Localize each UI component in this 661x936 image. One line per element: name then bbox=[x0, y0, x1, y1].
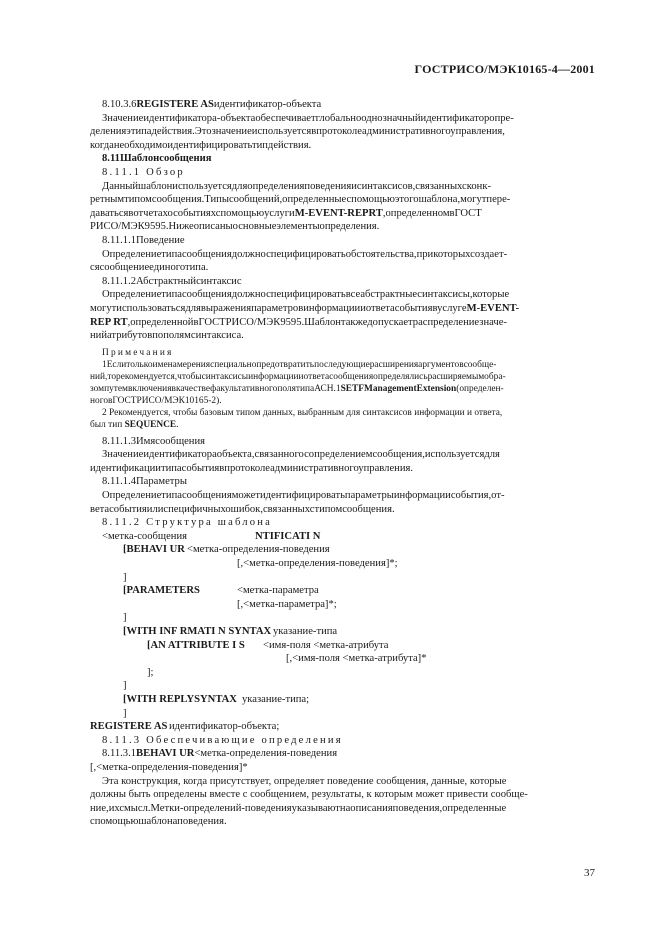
text-line bbox=[90, 419, 600, 431]
text-line bbox=[90, 815, 600, 829]
text-line bbox=[90, 516, 600, 530]
text-line bbox=[90, 248, 600, 262]
text-run: ,определеннойвГОСТРИСО/МЭК9595.Шаблонтакжедопускаетраспределениезначе- bbox=[127, 316, 507, 328]
template-keyword-behaviour: [BEHAVI UR bbox=[123, 544, 185, 556]
text-run: даватьсявотчетахособытияхспомощьюуслуги bbox=[90, 207, 295, 219]
text-run: Определениетипасообщениядолжноспецифицироватьобстоятельства,прикоторыхсоздает- bbox=[102, 248, 508, 260]
text-run: Примечания bbox=[102, 347, 174, 358]
text-run: ретнымтипомсообщения.Типысообщений,определенныеспомощьюэтогошаблона,могутпере- bbox=[90, 194, 511, 206]
text-run: ние,ихсмысл.Метки-определений-поведенияуказываютнаописанияповедения,определенные bbox=[90, 802, 507, 814]
text-run: 8.11.1.4Параметры bbox=[102, 476, 187, 488]
bold-term: SEQUENCE bbox=[124, 419, 177, 430]
text-run: идентификациитипасобытиявпротоколеадминистративногоуправления. bbox=[90, 462, 414, 474]
text-run: . bbox=[176, 419, 179, 430]
text-run: 1Еслитолькоименамеренияспециальнопредотвратитьпоследующиерасширенияаргументовсообще- bbox=[102, 359, 497, 370]
bold-term: REP RT bbox=[90, 316, 128, 328]
template-bracket: ] bbox=[123, 707, 127, 719]
text-line bbox=[90, 761, 600, 775]
text-line bbox=[90, 152, 600, 166]
bold-term: BEHAVI UR bbox=[136, 748, 195, 760]
text-line bbox=[90, 139, 600, 153]
text-run: (определен- bbox=[456, 383, 504, 394]
text-line bbox=[90, 475, 600, 489]
text-run: Значениеидентификатораобъекта,связанногосопределениемсообщения,используетсядля bbox=[102, 449, 500, 461]
text-run: 2 Рекомендуется, чтобы базовым типом данных, выбранным для синтаксисов информации и ответа, bbox=[102, 407, 503, 418]
text-line bbox=[90, 288, 600, 302]
text-run: Данныйшаблониспользуетсядляопределенияповеденияисинтаксисов,связанныхсконк- bbox=[102, 180, 491, 192]
text-line bbox=[90, 503, 600, 517]
text-line bbox=[90, 383, 600, 395]
text-run: Определениетипасообщениядолжноспецифицироватьвсеабстрактныесинтаксисы,которые bbox=[102, 289, 510, 301]
template-type-reference: указание-типа bbox=[273, 626, 338, 637]
text-line bbox=[90, 234, 600, 248]
template-keyword-with-reply-syntax: [WITH REPLYSYNTAX bbox=[123, 693, 237, 705]
text-line bbox=[90, 448, 600, 462]
text-run: могутиспользоватьсядлявыраженияпараметровинформациииответасобытиявуслуге bbox=[90, 302, 467, 314]
text-line bbox=[90, 302, 600, 316]
text-line bbox=[90, 166, 600, 180]
text-run: нийатрибутовпополямсинтаксиса. bbox=[90, 330, 244, 342]
text-line bbox=[90, 261, 600, 275]
text-line bbox=[90, 802, 600, 816]
template-parameter-label: <метка-параметра bbox=[237, 585, 319, 597]
text-run: должны быть определены вместе с сообщением, результаты, к которым может привести сообще- bbox=[90, 789, 528, 801]
template-bracket: ]; bbox=[147, 666, 154, 678]
template-parameter-repeat: [,<метка-параметра]*; bbox=[237, 598, 337, 610]
text-line bbox=[90, 359, 600, 371]
text-line bbox=[90, 180, 600, 194]
template-type-reference: указание-типа; bbox=[242, 693, 310, 705]
text-run: 8.11.3 Обеспечивающие определения bbox=[102, 734, 343, 746]
text-run: зомпутемвключениявкачествефакультативногополятипаАСН.1 bbox=[90, 383, 341, 394]
text-run: 8.11.3.1 bbox=[102, 748, 137, 760]
bold-term: M-EVENT- bbox=[466, 302, 520, 314]
text-run: ний,торекомендуется,чтобысинтаксисыинформациииответасообщенияопределялисьрасширяемымобра- bbox=[90, 371, 506, 382]
text-line bbox=[90, 407, 600, 419]
text-block-bottom bbox=[90, 734, 600, 829]
template-label-message: <метка-сообщения bbox=[102, 530, 187, 542]
text-line bbox=[90, 435, 600, 449]
template-bracket: ] bbox=[123, 571, 127, 583]
text-line bbox=[90, 98, 600, 112]
text-run: 8.10.3.6 bbox=[102, 99, 137, 110]
template-keyword-and-attribute-ids: [AN ATTRIBUTE I S bbox=[147, 639, 245, 651]
text-line bbox=[90, 329, 600, 343]
text-run: ,определенномвГОСТ bbox=[382, 207, 482, 219]
text-line bbox=[90, 316, 600, 330]
text-line bbox=[90, 347, 600, 359]
template-keyword-registered-as: REGISTERE AS bbox=[90, 721, 168, 733]
text-line bbox=[90, 193, 600, 207]
text-run: Эта конструкция, когда присутствует, определяет поведение сообщения, данные, которые bbox=[102, 775, 507, 787]
bold-term: REGISTERE AS bbox=[136, 99, 214, 110]
text-run: 8.11.1 Обзор bbox=[102, 166, 185, 178]
text-run: ноговГОСТРИСО/МЭК10165-2). bbox=[90, 395, 222, 406]
bold-term: M-EVENT-REPRT bbox=[294, 207, 383, 219]
bold-term: SETFManagementExtension bbox=[340, 383, 457, 394]
template-behaviour-label: <метка-определения-поведения bbox=[187, 544, 330, 556]
template-keyword-notification: NTIFICATI N bbox=[255, 530, 321, 542]
text-block-top bbox=[90, 98, 600, 530]
template-bracket: ] bbox=[123, 680, 127, 692]
template-structure bbox=[90, 530, 600, 734]
template-object-identifier: идентификатор-объекта; bbox=[169, 721, 280, 733]
text-run: спомощьюшаблонаповедения. bbox=[90, 816, 227, 828]
template-behaviour-repeat: [,<метка-определения-поведения]*; bbox=[237, 558, 398, 570]
bold-term: 8.11Шаблонсообщения bbox=[102, 153, 212, 165]
text-run: идентификатор-объекта bbox=[213, 99, 322, 110]
text-run: <метка-определения-поведения bbox=[194, 748, 338, 760]
text-run: 8.11.1.2Абстрактныйсинтаксис bbox=[102, 275, 242, 287]
template-field-attribute: <имя-поля <метка-атрибута bbox=[263, 639, 389, 651]
text-line bbox=[90, 734, 600, 748]
text-run: 8.11.2 Структура шаблона bbox=[102, 517, 273, 529]
text-run: Значениеидентификатора-объектаобеспечиваетглобальнооднозначныйидентификаторопре- bbox=[102, 112, 514, 124]
text-line bbox=[90, 371, 600, 383]
text-line bbox=[90, 275, 600, 289]
template-keyword-with-information-syntax: [WITH INF RMATI N SYNTAX bbox=[123, 626, 272, 637]
text-run: Определениетипасообщенияможетидентифицироватьпараметрыинформациисобытия,от- bbox=[102, 490, 505, 502]
text-line bbox=[90, 747, 600, 761]
text-line bbox=[90, 125, 600, 139]
text-run: РИСО/МЭК9595.Нижеописаныосновныеэлементыопределения. bbox=[90, 221, 380, 233]
text-run: [,<метка-определения-поведения]* bbox=[90, 761, 248, 773]
text-line bbox=[90, 462, 600, 476]
text-line bbox=[90, 220, 600, 234]
text-line bbox=[90, 489, 600, 503]
page-number: 37 bbox=[584, 867, 595, 879]
text-line bbox=[90, 112, 600, 126]
text-line bbox=[90, 775, 600, 789]
text-run: 8.11.1.3Имясообщения bbox=[102, 435, 206, 447]
document-header: ГОСТРИСО/МЭК10165-4—2001 bbox=[414, 62, 595, 76]
text-run: когданеобходимоидентифицироватьтипдействия. bbox=[90, 139, 312, 151]
text-line bbox=[90, 788, 600, 802]
template-keyword-parameters: [PARAMETERS bbox=[123, 585, 200, 597]
text-line bbox=[90, 207, 600, 221]
text-line bbox=[90, 395, 600, 407]
text-run: был тип bbox=[90, 419, 125, 430]
template-bracket: ] bbox=[123, 612, 127, 624]
text-run: сясообщениеединоготипа. bbox=[90, 262, 209, 274]
text-run: ветасобытияилиспецифичныхошибок,связанныхстипомсообщения. bbox=[90, 503, 395, 515]
text-run: деленияэтипадействия.Этозначениеиспользуетсявпротоколеадминистративногоуправления, bbox=[90, 126, 505, 138]
template-field-attribute-repeat: [,<имя-поля <метка-атрибута]* bbox=[286, 653, 427, 665]
page-body bbox=[90, 98, 600, 829]
text-run: 8.11.1.1Поведение bbox=[102, 234, 185, 246]
